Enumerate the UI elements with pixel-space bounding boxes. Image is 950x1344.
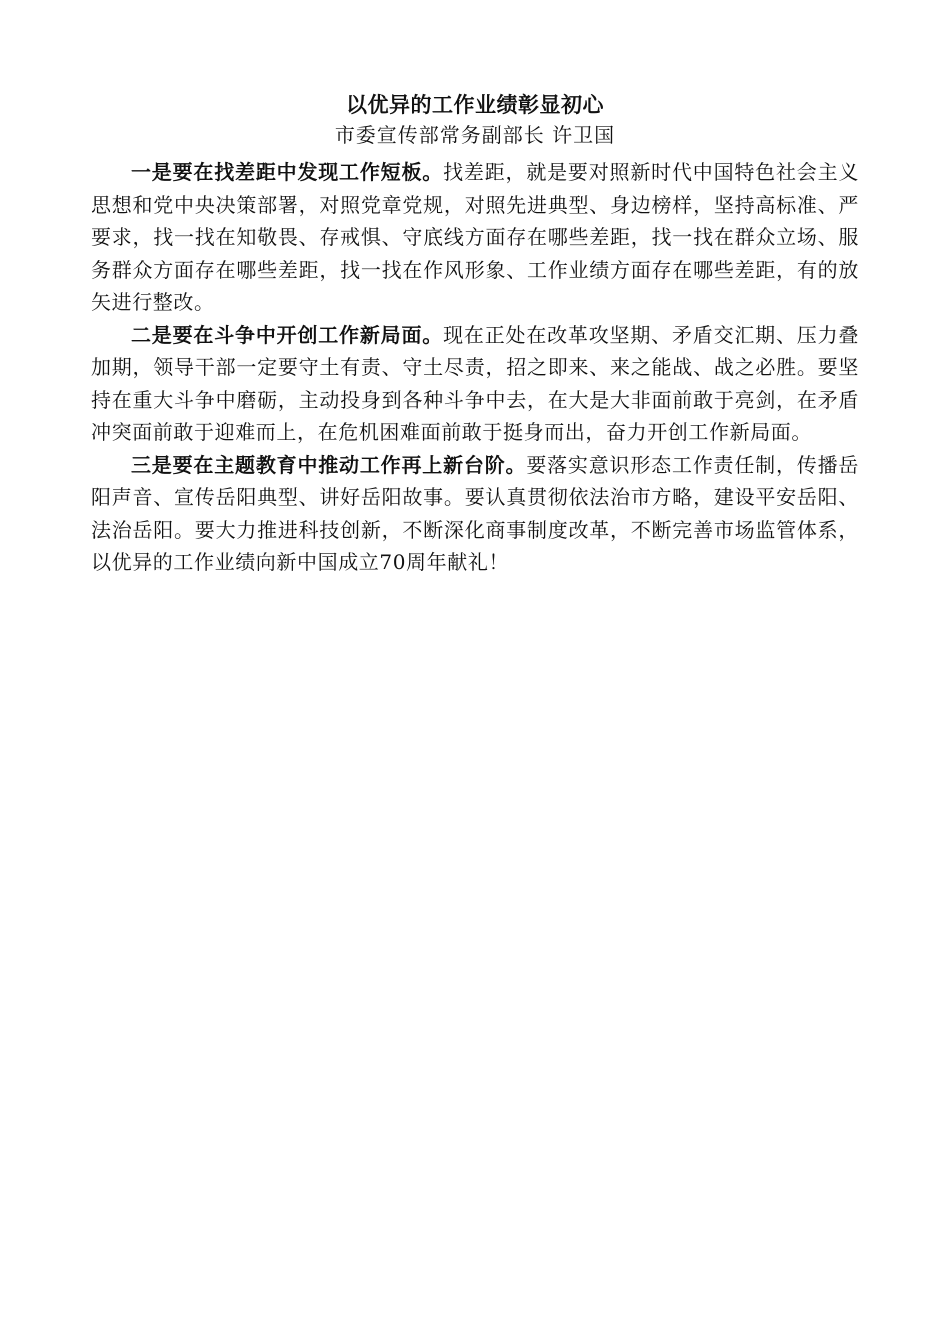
paragraph-2-lead: 二是要在斗争中开创工作新局面。 bbox=[131, 322, 444, 347]
paragraph-3-body: 要落实意识形态工作责任制，传播岳阳声音、宣传岳阳典型、讲好岳阳故事。要认真贯彻依法治市方略，建设平安岳阳、法治岳阳。要大力推进科技创新，不断深化商事制度改革，不断完善市场监管体系，以优异的工作业绩向新中国成立70周年献礼！ bbox=[91, 452, 859, 574]
paragraph-2 bbox=[91, 319, 859, 449]
paragraph-3-lead: 三是要在主题教育中推动工作再上新台阶。 bbox=[131, 452, 527, 477]
document-body bbox=[91, 90, 859, 579]
paragraph-1-body: 找差距，就是要对照新时代中国特色社会主义思想和党中央决策部署，对照党章党规，对照先进典型、身边榜样，坚持高标准、严要求，找一找在知敬畏、存戒惧、守底线方面存在哪些差距，找一找在群众立场、服务群众方面存在哪些差距，找一找在作风形象、工作业绩方面存在哪些差距，有的放矢进行整改。 bbox=[91, 160, 860, 314]
document-author: 市委宣传部常务副部长 许卫国 bbox=[334, 123, 616, 147]
document-title: 以优异的工作业绩彰显初心 bbox=[346, 92, 604, 117]
paragraph-3 bbox=[91, 449, 859, 579]
paragraph-2-body: 现在正处在改革攻坚期、矛盾交汇期、压力叠加期，领导干部一定要守土有责、守土尽责，招之即来、来之能战、战之必胜。要坚持在重大斗争中磨砺，主动投身到各种斗争中去，在大是大非面前敢于亮剑，在矛盾冲突面前敢于迎难而上，在危机困难面前敢于挺身而出，奋力开创工作新局面。 bbox=[91, 322, 860, 444]
paragraph-1 bbox=[91, 156, 859, 319]
paragraph-1-lead: 一是要在找差距中发现工作短板。 bbox=[131, 160, 444, 184]
